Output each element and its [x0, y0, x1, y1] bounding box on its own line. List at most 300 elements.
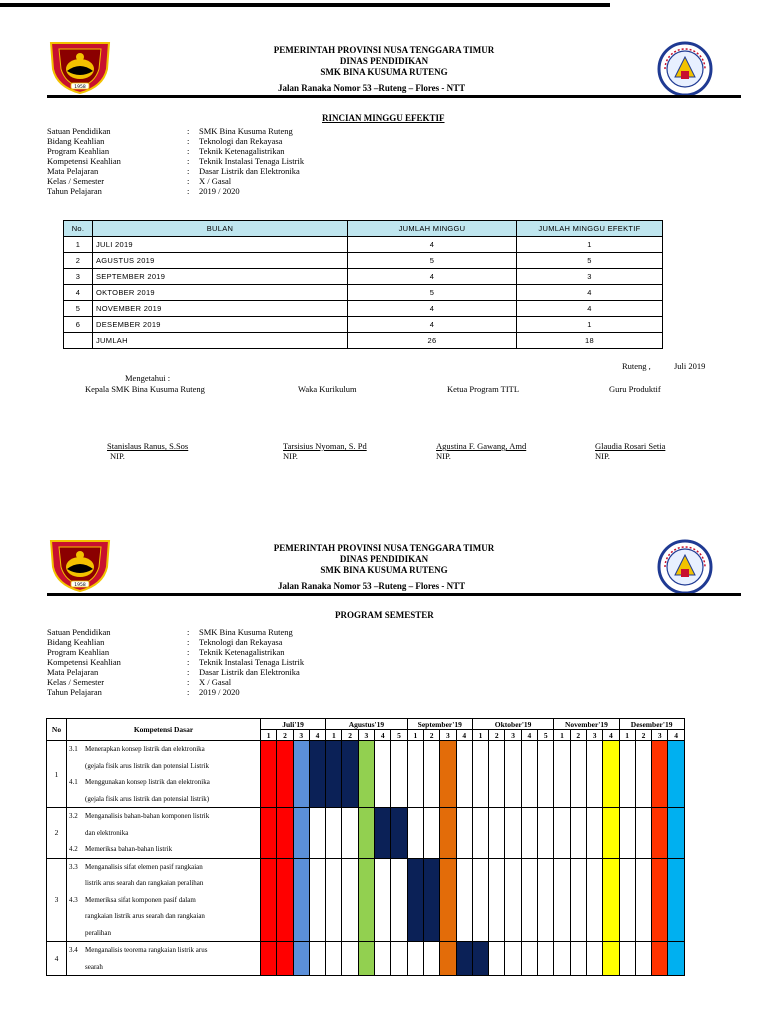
kd-line: [69, 959, 260, 976]
cell-no: 6: [64, 317, 93, 333]
info-row: [47, 166, 304, 176]
sign-date: Juli 2019: [674, 361, 706, 371]
kd-text: Menggunakan konsep listrik dan elektronika: [85, 778, 210, 786]
cell-no: 2: [64, 253, 93, 269]
month-header: Juli'19: [261, 719, 326, 730]
info-row: [47, 186, 304, 196]
cell-jumlah: 4: [348, 237, 517, 253]
schedule-cell: [358, 858, 374, 942]
month-header: Desember'19: [619, 719, 684, 730]
info-value: Dasar Listrik dan Elektronika: [199, 166, 300, 176]
kd-line: [69, 825, 260, 842]
signer-nip-2: NIP.: [283, 451, 298, 461]
kd-cell: [67, 942, 261, 976]
schedule-cell: [603, 808, 619, 859]
schedule-cell: [309, 942, 325, 976]
schedule-cell: [375, 808, 391, 859]
signer-role-4: Guru Produktif: [609, 384, 661, 394]
th-no: No.: [64, 221, 93, 237]
info-colon: :: [187, 667, 190, 677]
kd-text: Menganalisis sifat elemen pasif rangkaian: [85, 862, 203, 871]
info-value: Teknik Instalasi Tenaga Listrik: [199, 156, 305, 166]
info-value: SMK Bina Kusuma Ruteng: [199, 627, 293, 637]
kd-line: [69, 741, 260, 758]
kd-text: Memeriksa sifat komponen pasif dalam: [85, 895, 196, 904]
schedule-cell: [456, 858, 472, 942]
schedule-cell: [261, 741, 277, 808]
header-line-1: PEMERINTAH PROVINSI NUSA TENGGARA TIMUR: [273, 45, 495, 55]
schedule-cell: [407, 858, 423, 942]
info-colon: :: [187, 146, 190, 156]
total-weeks: 26: [348, 333, 517, 349]
week-header: 5: [538, 730, 554, 741]
info-colon: :: [187, 657, 190, 667]
th-no: No: [47, 719, 67, 741]
signer-name-2: Tarsisius Nyoman, S. Pd: [283, 441, 367, 451]
kd-text: Menerapkan konsep listrik dan elektronika: [85, 745, 205, 753]
schedule-cell: [538, 741, 554, 808]
week-header: 3: [358, 730, 374, 741]
info-colon: :: [187, 186, 190, 196]
cell-jumlah: 4: [348, 317, 517, 333]
th-jumlah-minggu: JUMLAH MINGGU: [348, 221, 517, 237]
schedule-cell: [261, 942, 277, 976]
schedule-cell: [489, 741, 505, 808]
info-value: SMK Bina Kusuma Ruteng: [199, 126, 293, 136]
kd-row: [47, 808, 685, 859]
week-header: 4: [603, 730, 619, 741]
table-row: [64, 269, 663, 285]
kd-code: [69, 875, 85, 892]
info-colon: :: [187, 156, 190, 166]
province-crest-logo: [47, 39, 113, 95]
table-row: [64, 285, 663, 301]
week-header: 2: [342, 730, 358, 741]
info-row: [47, 176, 304, 186]
th-kd: Kompetensi Dasar: [67, 719, 261, 741]
info-value: 2019 / 2020: [199, 186, 240, 196]
schedule-cell: [277, 858, 293, 942]
signer-name-1: Stanislaus Ranus, S.Sos: [107, 441, 189, 451]
schedule-cell: [326, 942, 342, 976]
cell-efektif: 1: [517, 317, 663, 333]
schedule-cell: [652, 741, 668, 808]
kd-code: 3.1: [69, 745, 78, 753]
schedule-cell: [554, 741, 570, 808]
kd-cell: [67, 741, 261, 808]
schedule-cell: [375, 741, 391, 808]
mengetahui: Mengetahui :: [125, 373, 171, 383]
schedule-cell: [668, 808, 684, 859]
info-label: Kelas / Semester: [47, 677, 105, 687]
info-row: [47, 637, 304, 647]
kd-code: [69, 758, 85, 775]
schedule-cell: [586, 808, 602, 859]
schedule-cell: [489, 942, 505, 976]
info-value: Dasar Listrik dan Elektronika: [199, 667, 300, 677]
info-colon: :: [187, 637, 190, 647]
month-header: September'19: [407, 719, 472, 730]
info-value: Teknik Ketenagalistrikan: [199, 647, 285, 657]
info-row: [47, 647, 304, 657]
schedule-cell: [505, 808, 521, 859]
table-row: [64, 237, 663, 253]
schedule-cell: [293, 808, 309, 859]
table-row: [64, 301, 663, 317]
info-value: 2019 / 2020: [199, 687, 240, 697]
week-header: 2: [570, 730, 586, 741]
week-header: 1: [619, 730, 635, 741]
schedule-cell: [521, 808, 537, 859]
effective-weeks-table: [63, 220, 663, 349]
info-label: Program Keahlian: [47, 146, 110, 156]
schedule-cell: [505, 858, 521, 942]
schedule-cell: [342, 741, 358, 808]
signer-nip-1: NIP.: [110, 451, 125, 461]
info-label: Kompetensi Keahlian: [47, 657, 121, 667]
signer-name-3: Agustina F. Gawang, Amd: [436, 441, 527, 451]
schedule-cell: [472, 858, 488, 942]
page-title-program: PROGRAM SEMESTER: [335, 610, 434, 620]
info-row: [47, 687, 304, 697]
info-label: Mata Pelajaran: [47, 166, 99, 176]
kd-row: [47, 858, 685, 942]
schedule-cell: [635, 858, 651, 942]
kd-code: [69, 925, 85, 942]
week-header: 3: [586, 730, 602, 741]
week-header: 3: [440, 730, 456, 741]
schedule-cell: [391, 741, 407, 808]
schedule-cell: [472, 741, 488, 808]
kd-line: [69, 791, 260, 808]
kd-text: Memeriksa bahan-bahan listrik: [85, 845, 173, 853]
schedule-cell: [423, 858, 439, 942]
schedule-cell: [668, 858, 684, 942]
kd-no: 4: [47, 942, 67, 976]
schedule-cell: [652, 808, 668, 859]
kd-code: 4.2: [69, 845, 78, 853]
kd-code: [69, 908, 85, 925]
kd-text: dan elektronika: [85, 828, 129, 837]
week-header: 1: [326, 730, 342, 741]
cell-bulan: OKTOBER 2019: [93, 285, 348, 301]
cell-jumlah: 4: [348, 301, 517, 317]
schedule-cell: [668, 942, 684, 976]
week-header: 4: [668, 730, 684, 741]
week-header: 1: [261, 730, 277, 741]
kd-line: [69, 875, 260, 892]
schedule-cell: [489, 858, 505, 942]
info-row: [47, 667, 304, 677]
info-label: Mata Pelajaran: [47, 667, 99, 677]
cell-efektif: 3: [517, 269, 663, 285]
kd-line: [69, 892, 260, 909]
table-row: [64, 253, 663, 269]
kd-code: [69, 791, 85, 808]
cell-jumlah: 5: [348, 253, 517, 269]
schedule-cell: [358, 808, 374, 859]
schedule-cell: [570, 942, 586, 976]
kd-line: [69, 841, 260, 858]
info-value: X / Gasal: [199, 176, 232, 186]
schedule-cell: [309, 741, 325, 808]
kd-line: [69, 942, 260, 959]
week-header: 4: [375, 730, 391, 741]
schedule-cell: [358, 741, 374, 808]
signer-role-2: Waka Kurikulum: [298, 384, 357, 394]
header-address: Jalan Ranaka Nomor 53 –Ruteng – Flores - NTT: [278, 581, 466, 591]
info-value: Teknologi dan Rekayasa: [199, 136, 283, 146]
schedule-cell: [489, 808, 505, 859]
schedule-cell: [554, 858, 570, 942]
schedule-cell: [521, 858, 537, 942]
school-seal-logo: [657, 539, 713, 595]
school-seal-logo: [657, 41, 713, 97]
top-border-line: [0, 3, 610, 7]
week-header: 3: [293, 730, 309, 741]
week-header: 1: [554, 730, 570, 741]
kd-text: Menganalisis teorema rangkaian listrik arus: [85, 946, 208, 954]
signer-nip-3: NIP.: [436, 451, 451, 461]
month-header: November'19: [554, 719, 619, 730]
schedule-cell: [570, 808, 586, 859]
week-header: 2: [277, 730, 293, 741]
schedule-cell: [652, 942, 668, 976]
signer-role-1: Kepala SMK Bina Kusuma Ruteng: [85, 384, 205, 394]
info-colon: :: [187, 627, 190, 637]
info-label: Kompetensi Keahlian: [47, 156, 121, 166]
week-header: 3: [505, 730, 521, 741]
cell-bulan: SEPTEMBER 2019: [93, 269, 348, 285]
total-blank: [64, 333, 93, 349]
schedule-cell: [456, 808, 472, 859]
province-crest-logo: [47, 537, 113, 593]
th-jumlah-efektif: JUMLAH MINGGU EFEKTIF: [517, 221, 663, 237]
schedule-cell: [505, 741, 521, 808]
schedule-cell: [619, 741, 635, 808]
schedule-cell: [261, 808, 277, 859]
svg-text:1958: 1958: [74, 583, 86, 588]
info-label: Satuan Pendidikan: [47, 126, 111, 136]
schedule-cell: [619, 808, 635, 859]
kd-text: searah: [85, 962, 103, 971]
cell-bulan: JULI 2019: [93, 237, 348, 253]
svg-text:1958: 1958: [74, 85, 86, 90]
schedule-cell: [358, 942, 374, 976]
schedule-cell: [472, 942, 488, 976]
kd-code: 4.3: [69, 895, 78, 904]
schedule-cell: [326, 808, 342, 859]
kd-line: [69, 859, 260, 876]
schedule-cell: [440, 741, 456, 808]
info-row: [47, 677, 304, 687]
cell-no: 1: [64, 237, 93, 253]
kd-code: [69, 959, 85, 976]
schedule-cell: [293, 942, 309, 976]
schedule-cell: [440, 808, 456, 859]
cell-bulan: AGUSTUS 2019: [93, 253, 348, 269]
total-effective: 18: [517, 333, 663, 349]
header-address: Jalan Ranaka Nomor 53 –Ruteng – Flores - NTT: [278, 83, 466, 93]
schedule-cell: [652, 858, 668, 942]
header-rule: [47, 95, 741, 98]
schedule-cell: [521, 942, 537, 976]
kd-no: 1: [47, 741, 67, 808]
kd-row: [47, 741, 685, 808]
info-colon: :: [187, 176, 190, 186]
kd-code: [69, 825, 85, 842]
schedule-cell: [586, 942, 602, 976]
schedule-cell: [293, 741, 309, 808]
schedule-cell: [538, 808, 554, 859]
schedule-cell: [326, 741, 342, 808]
schedule-cell: [570, 741, 586, 808]
week-header: 4: [309, 730, 325, 741]
table-row: [64, 317, 663, 333]
info-colon: :: [187, 647, 190, 657]
school-info: [47, 126, 304, 196]
schedule-cell: [342, 858, 358, 942]
kd-text: Menganalisis bahan-bahan komponen listrik: [85, 812, 210, 820]
header-line-2: DINAS PENDIDIKAN: [339, 56, 429, 66]
week-header: 3: [652, 730, 668, 741]
info-row: [47, 126, 304, 136]
week-header: 1: [407, 730, 423, 741]
kd-text: listrik arus searah dan rangkaian peralihan: [85, 879, 204, 887]
schedule-cell: [603, 858, 619, 942]
week-header: 1: [472, 730, 488, 741]
schedule-cell: [261, 858, 277, 942]
schedule-cell: [293, 858, 309, 942]
kd-line: [69, 774, 260, 791]
schedule-cell: [603, 741, 619, 808]
schedule-cell: [456, 741, 472, 808]
cell-bulan: NOVEMBER 2019: [93, 301, 348, 317]
info-label: Bidang Keahlian: [47, 136, 105, 146]
schedule-cell: [538, 942, 554, 976]
kd-line: [69, 758, 260, 775]
kd-cell: [67, 858, 261, 942]
kd-code: 3.4: [69, 946, 78, 954]
cell-efektif: 5: [517, 253, 663, 269]
week-header: 2: [635, 730, 651, 741]
schedule-cell: [309, 808, 325, 859]
schedule-cell: [619, 858, 635, 942]
cell-jumlah: 5: [348, 285, 517, 301]
week-header: 5: [391, 730, 407, 741]
signer-role-3: Ketua Program TITL: [447, 384, 520, 394]
schedule-cell: [586, 741, 602, 808]
kd-no: 3: [47, 858, 67, 942]
header-line-1: PEMERINTAH PROVINSI NUSA TENGGARA TIMUR: [273, 543, 495, 553]
schedule-cell: [375, 858, 391, 942]
kd-text: (gejala fisik arus listrik dan potensial Listrik: [85, 761, 210, 770]
schedule-cell: [326, 858, 342, 942]
school-info-2: [47, 627, 304, 697]
schedule-cell: [423, 942, 439, 976]
week-header: 2: [489, 730, 505, 741]
schedule-cell: [554, 942, 570, 976]
schedule-cell: [423, 808, 439, 859]
schedule-cell: [521, 741, 537, 808]
info-label: Tahun Pelajaran: [47, 186, 102, 196]
cell-jumlah: 4: [348, 269, 517, 285]
kd-text: (gejala fisik arus listrik dan potensial listrik): [85, 794, 210, 803]
info-value: Teknologi dan Rekayasa: [199, 637, 283, 647]
kd-cell: [67, 808, 261, 859]
info-value: Teknik Ketenagalistrikan: [199, 146, 285, 156]
schedule-cell: [391, 942, 407, 976]
schedule-cell: [391, 808, 407, 859]
schedule-cell: [277, 808, 293, 859]
info-row: [47, 156, 304, 166]
schedule-cell: [342, 808, 358, 859]
kd-line: [69, 908, 260, 925]
info-row: [47, 146, 304, 156]
info-value: X / Gasal: [199, 677, 232, 687]
cell-no: 3: [64, 269, 93, 285]
header-line-3: SMK BINA KUSUMA RUTENG: [320, 565, 448, 575]
info-value: Teknik Instalasi Tenaga Listrik: [199, 657, 305, 667]
schedule-cell: [603, 942, 619, 976]
info-colon: :: [187, 136, 190, 146]
kd-text: peralihan: [85, 928, 112, 937]
schedule-cell: [472, 808, 488, 859]
kd-code: 3.3: [69, 862, 78, 871]
schedule-cell: [407, 942, 423, 976]
info-row: [47, 627, 304, 637]
kd-row: [47, 942, 685, 976]
week-header: 4: [521, 730, 537, 741]
schedule-cell: [440, 942, 456, 976]
info-label: Program Keahlian: [47, 647, 110, 657]
header-rule: [47, 593, 741, 596]
page-title-rincian: RINCIAN MINGGU EFEKTIF: [322, 113, 445, 123]
kd-code: 3.2: [69, 812, 78, 820]
cell-no: 4: [64, 285, 93, 301]
signer-nip-4: NIP.: [595, 451, 610, 461]
cell-efektif: 4: [517, 301, 663, 317]
info-colon: :: [187, 166, 190, 176]
info-label: Tahun Pelajaran: [47, 687, 102, 697]
schedule-cell: [407, 741, 423, 808]
cell-bulan: DESEMBER 2019: [93, 317, 348, 333]
cell-efektif: 1: [517, 237, 663, 253]
info-colon: :: [187, 126, 190, 136]
schedule-cell: [619, 942, 635, 976]
header-line-2: DINAS PENDIDIKAN: [339, 554, 429, 564]
kd-text: rangkaian listrik arus searah dan rangkaian: [85, 912, 205, 920]
schedule-cell: [407, 808, 423, 859]
schedule-cell: [309, 858, 325, 942]
kd-line: [69, 808, 260, 825]
info-row: [47, 657, 304, 667]
week-header: 2: [423, 730, 439, 741]
info-colon: :: [187, 677, 190, 687]
schedule-cell: [423, 741, 439, 808]
signer-name-4: Glaudia Rosari Setia: [595, 441, 666, 451]
schedule-cell: [505, 942, 521, 976]
schedule-cell: [586, 858, 602, 942]
month-header: Agustus'19: [326, 719, 407, 730]
kd-no: 2: [47, 808, 67, 859]
header-line-3: SMK BINA KUSUMA RUTENG: [320, 67, 448, 77]
total-label: JUMLAH: [93, 333, 348, 349]
schedule-cell: [538, 858, 554, 942]
info-label: Bidang Keahlian: [47, 637, 105, 647]
week-header: 4: [456, 730, 472, 741]
schedule-cell: [456, 942, 472, 976]
